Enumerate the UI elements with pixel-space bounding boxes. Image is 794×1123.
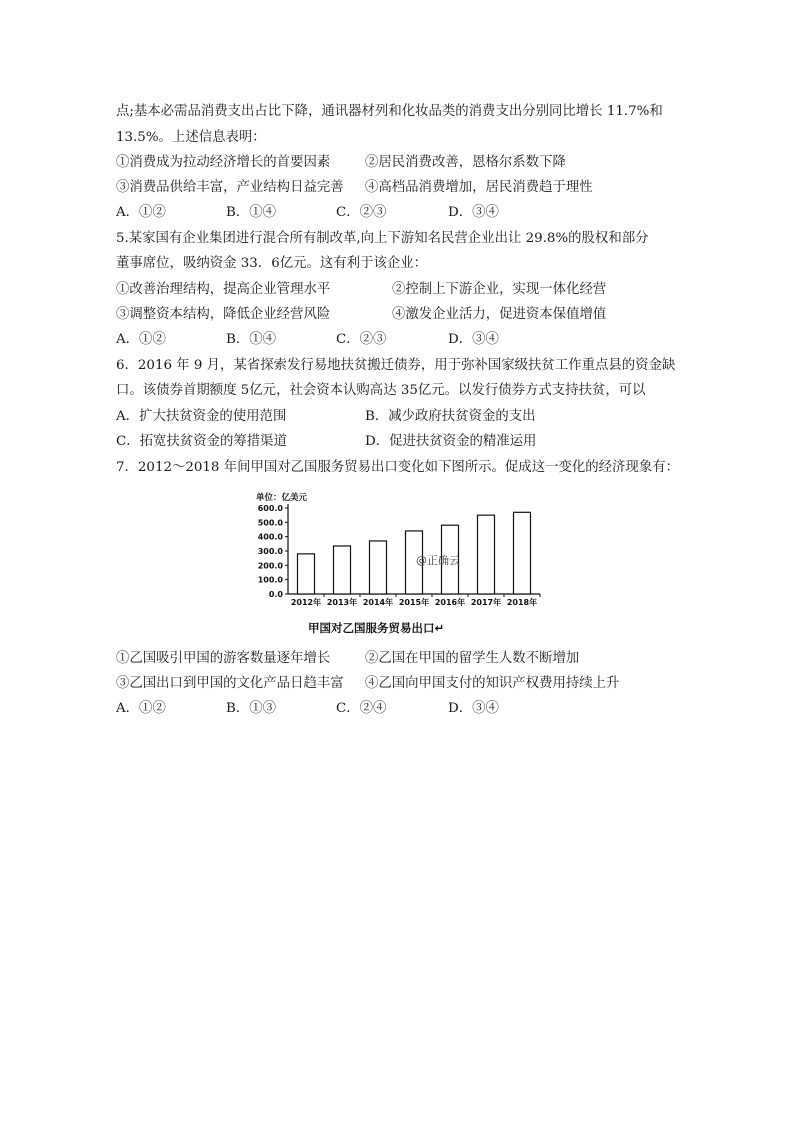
q7-answer-b: B．①③	[226, 701, 277, 716]
q4-answer-a: A．①②	[116, 205, 166, 220]
q5-option-1: ①改善治理结构，提高企业管理水平	[116, 282, 331, 297]
x-tick-label: 2013年	[326, 598, 358, 607]
y-tick-label: 500.0	[257, 518, 283, 528]
q5-option-4: ④激发企业活力，促进资本保值增值	[392, 307, 607, 322]
q5-answer-d: D．③④	[448, 332, 499, 347]
q4-option-3: ③消费品供给丰富，产业结构日益完善	[116, 180, 344, 195]
q5-option-3: ③调整资本结构，降低企业经营风险	[116, 307, 331, 322]
q4-option-1: ①消费成为拉动经济增长的首要因素	[116, 155, 331, 170]
q5-answer-a: A．①②	[116, 332, 166, 347]
y-tick-label: 0.0	[268, 590, 283, 599]
q4-answer-d: D．③④	[448, 205, 499, 220]
x-tick-label: 2014年	[362, 598, 394, 607]
bar-2012年	[298, 554, 315, 594]
q7-stem-line1: 7．2012～2018 年间甲国对乙国服务贸易出口变化如下图所示。促成这一变化的经济现象有：	[116, 460, 679, 475]
q6-stem-line2: 口。该债券首期额度 5亿元，社会资本认购高达 35亿元。以发行债券方式支持扶贫，可以	[116, 383, 646, 398]
q4-answer-c: C．②③	[336, 205, 387, 220]
q5-answer-c: C．②③	[336, 332, 387, 347]
x-tick-label: 2012年	[290, 598, 322, 607]
q7-option-3: ③乙国出口到甲国的文化产品日趋丰富	[116, 676, 344, 691]
q5-stem-line1: 5.某家国有企业集团进行混合所有制改革,向上下游知名民营企业出让 29.8%的股权和部分	[116, 231, 649, 246]
q4-option-4: ④高档品消费增加，居民消费趋于理性	[365, 180, 593, 195]
q6-stem-line1: 6．2016 年 9 月，某省探索发行易地扶贫搬迁债券，用于弥补国家级扶贫工作重点县的资金缺	[116, 358, 676, 373]
bar-2018年	[514, 512, 531, 594]
q5-stem-line2: 董事席位，吸纳资金 33．6亿元。这有利于该企业：	[116, 256, 428, 271]
q4-option-2: ②居民消费改善，恩格尔系数下降	[365, 155, 566, 170]
x-tick-label: 2015年	[398, 598, 430, 607]
q4-answer-b: B．①④	[226, 205, 277, 220]
q7-answer-a: A．①②	[116, 701, 166, 716]
x-tick-label: 2018年	[506, 598, 538, 607]
x-tick-label: 2016年	[434, 598, 466, 607]
q4-stem-line1: 点;基本必需品消费支出占比下降，通讯器材列和化妆品类的消费支出分别同比增长 11.7%和	[116, 104, 663, 119]
y-tick-label: 600.0	[257, 504, 283, 513]
watermark-text: @正确云	[416, 554, 460, 567]
q7-option-2: ②乙国在甲国的留学生人数不断增加	[365, 651, 580, 666]
bar-2017年	[478, 515, 495, 594]
q7-answer-d: D．③④	[448, 701, 499, 716]
y-tick-label: 100.0	[257, 575, 283, 585]
bar-2014年	[370, 541, 387, 594]
q6-option-d: D．促进扶贫资金的精准运用	[365, 434, 537, 449]
chart-caption: 甲国对乙国服务贸易出口↵	[308, 621, 445, 635]
q6-option-b: B．减少政府扶贫资金的支出	[365, 409, 536, 424]
q7-chart	[248, 490, 548, 640]
q4-stem-line2: 13.5%。上述信息表明：	[116, 130, 266, 145]
y-tick-label: 400.0	[257, 532, 283, 542]
y-tick-label: 300.0	[257, 547, 283, 556]
y-tick-label: 200.0	[257, 561, 283, 571]
q7-answer-c: C．②④	[336, 701, 387, 716]
bar-chart-svg	[248, 490, 548, 615]
q7-option-1: ①乙国吸引甲国的游客数量逐年增长	[116, 651, 331, 666]
bar-2013年	[334, 546, 351, 594]
q5-answer-b: B．①④	[226, 332, 277, 347]
q7-option-4: ④乙国向甲国支付的知识产权费用持续上升	[365, 676, 620, 691]
q6-option-c: C．拓宽扶贫资金的筹措渠道	[116, 434, 287, 449]
x-tick-label: 2017年	[470, 598, 502, 607]
q5-option-2: ②控制上下游企业，实现一体化经营	[392, 282, 607, 297]
chart-unit-label: 单位：亿美元	[256, 493, 308, 503]
q6-option-a: A．扩大扶贫资金的使用范围	[116, 409, 287, 424]
